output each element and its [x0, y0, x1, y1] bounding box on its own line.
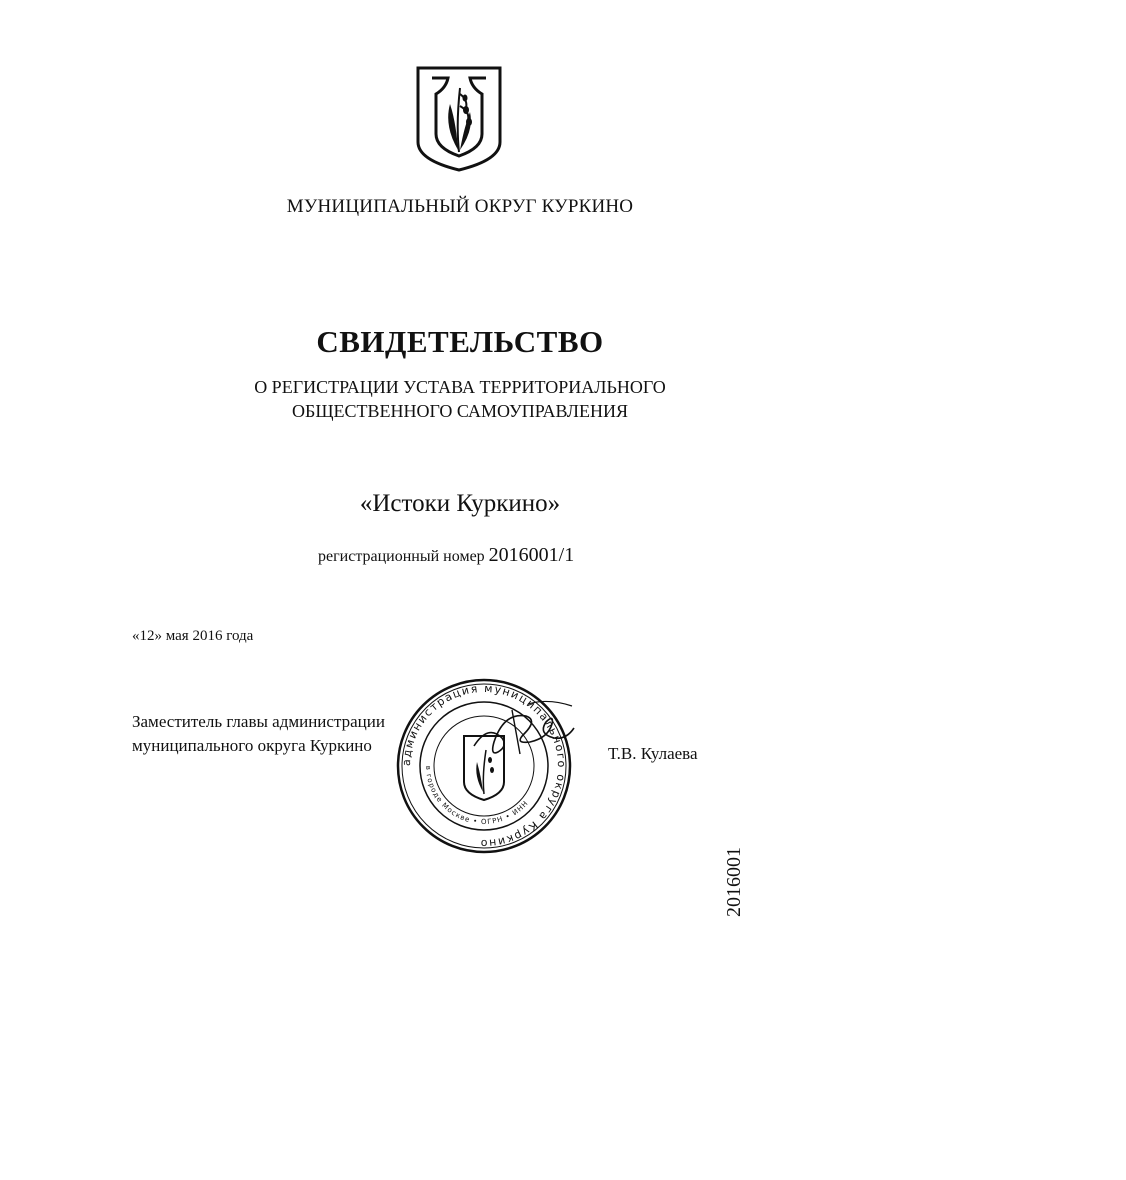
side-registration-code: 2016001 [723, 847, 745, 917]
issue-date: «12» мая 2016 года [132, 628, 254, 644]
signatory-title-line-1: Заместитель главы администрации [132, 712, 385, 731]
stamp-inner-text: в городе Москве • ОГРН • ИНН [423, 765, 531, 827]
signatory-title [132, 710, 385, 758]
coat-of-arms-icon [414, 64, 504, 174]
organization-name: МУНИЦИПАЛЬНЫЙ ОКРУГ КУРКИНО [286, 196, 634, 217]
registration-label: регистрационный номер [318, 548, 485, 565]
certificate-title: СВИДЕТЕЛЬСТВО [316, 324, 604, 359]
registration-number [318, 544, 574, 567]
handwritten-signature [468, 694, 578, 774]
subtitle-line-1: О РЕГИСТРАЦИИ УСТАВА ТЕРРИТОРИАЛЬНОГО [254, 377, 666, 397]
entity-name: «Истоки Куркино» [359, 490, 561, 517]
signatory-name: Т.В. Кулаева [608, 744, 698, 763]
stamp-outer-text: администрация муниципального округа Куркино [399, 681, 569, 851]
registration-value: 2016001/1 [488, 544, 575, 566]
subtitle-line-2: ОБЩЕСТВЕННОГО САМОУПРАВЛЕНИЯ [291, 401, 629, 421]
signatory-title-line-2: муниципального округа Куркино [132, 736, 372, 755]
certificate-subtitle [0, 375, 920, 423]
